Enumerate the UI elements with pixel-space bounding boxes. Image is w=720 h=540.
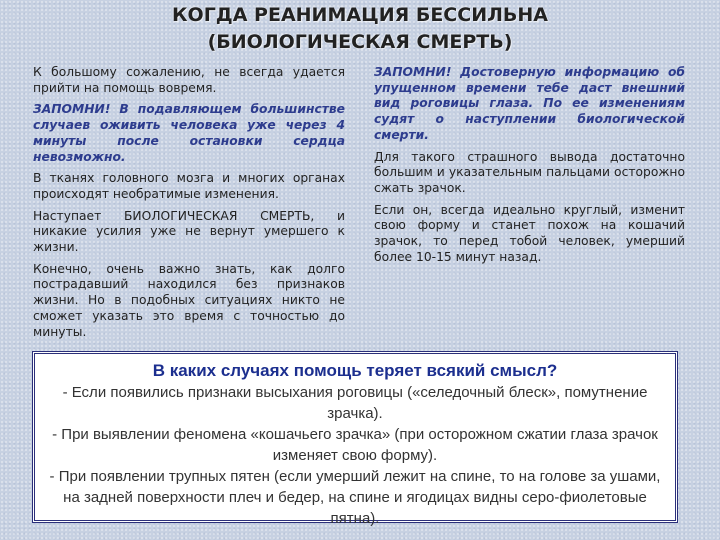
left-paragraph-4: Наступает БИОЛОГИЧЕСКАЯ СМЕРТЬ, и никакие усилия уже не вернут умершего к жизни. <box>33 208 345 255</box>
right-column <box>374 65 685 271</box>
left-paragraph-1: К большому сожалению, не всегда удается прийти на помощь вовремя. <box>33 65 345 95</box>
left-column <box>33 65 345 346</box>
left-paragraph-5: Конечно, очень важно знать, как долго пострадавший находился без признаков жизни. Но в подобных ситуациях никто не сможет указать это время с точностью до минуты. <box>33 261 345 339</box>
left-paragraph-3: В тканях головного мозга и многих органах происходят необратимые изменения. <box>33 171 345 201</box>
summary-item-2: - При выявлении феномена «кошачьего зрачка» (при осторожном сжатии глаза зрачок изменяет свою форму). <box>52 426 658 464</box>
title-line-2: (БИОЛОГИЧЕСКАЯ СМЕРТЬ) <box>207 31 513 53</box>
title-line-1: КОГДА РЕАНИМАЦИЯ БЕССИЛЬНА <box>172 4 548 26</box>
right-paragraph-3: Если он, всегда идеально круглый, изменит свою форму и станет похож на кошачий зрачок, то перед тобой человек, умерший более 10-15 минут назад. <box>374 202 685 264</box>
right-paragraph-1-highlight: ЗАПОМНИ! Достоверную информацию об упущенном времени тебе даст внешний вид роговицы глаза. По ее изменениям судят о наступлении биологической смерти. <box>374 65 685 142</box>
summary-box <box>32 351 678 527</box>
summary-box-heading: В каких случаях помощь теряет всякий смысл? <box>152 361 558 380</box>
summary-item-3: - При появлении трупных пятен (если умерший лежит на спине, то на голове за ушами, на задней поверхности плеч и бедер, на спине и ягодицах видны серо-фиолетовые пятна). <box>49 468 661 527</box>
right-paragraph-2: Для такого страшного вывода достаточно большим и указательным пальцами осторожно сжать зрачок. <box>374 149 685 195</box>
summary-box-body <box>35 382 675 529</box>
summary-item-1: - Если появились признаки высыхания роговицы («селедочный блеск», помутнение зрачка). <box>62 384 648 422</box>
page-title <box>0 2 720 56</box>
left-paragraph-2-highlight: ЗАПОМНИ! В подавляющем большинстве случаев оживить человека уже через 4 минуты после остановки сердца невозможно. <box>33 102 345 164</box>
